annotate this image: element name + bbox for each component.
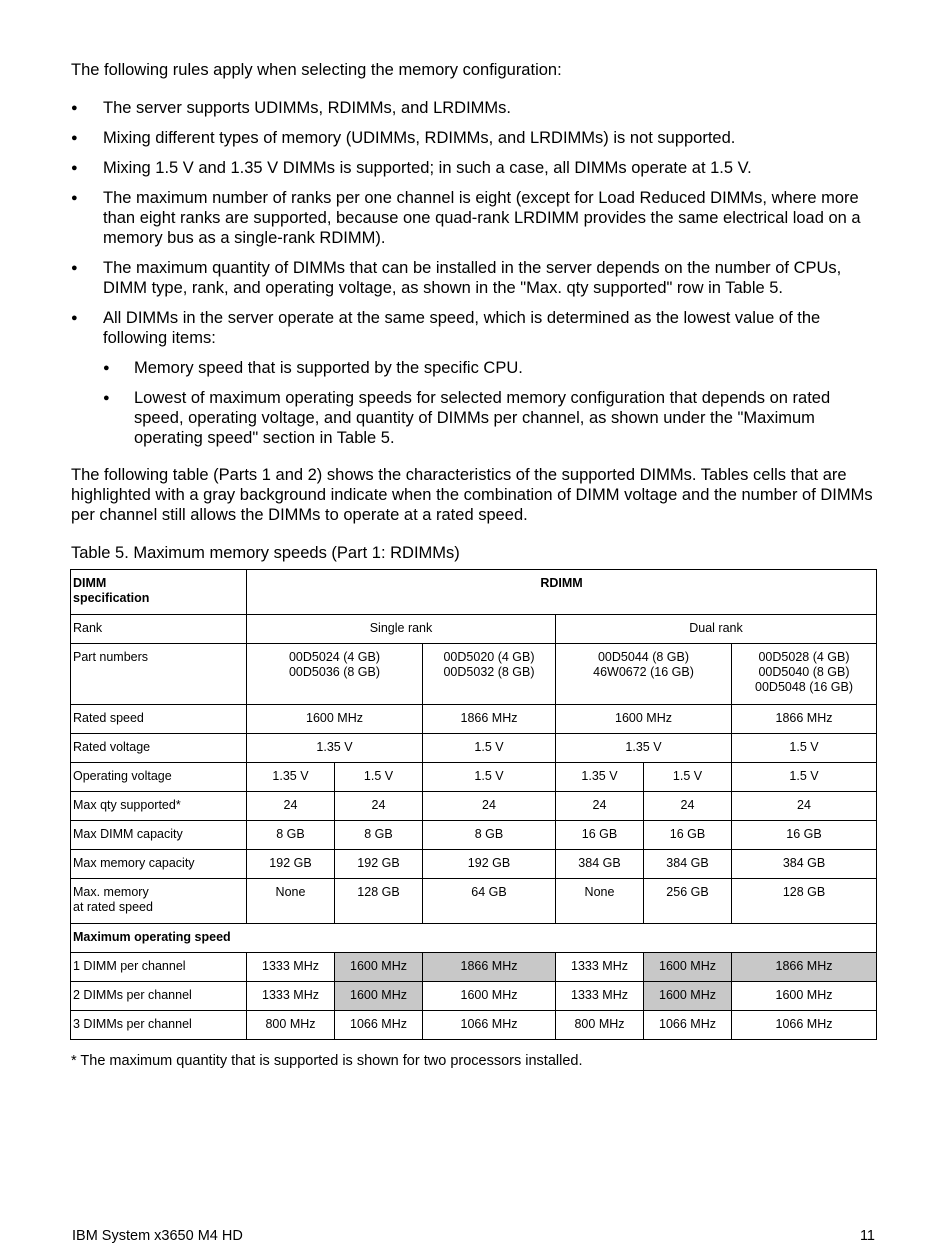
subrule-item: ● Memory speed that is supported by the specific CPU. [103,358,883,378]
rule-item [71,308,883,448]
table-cell: 1.5 V [423,763,556,792]
row-label: 1 DIMM per channel [71,953,247,982]
rule-item: ● The server supports UDIMMs, RDIMMs, and LRDIMMs. [71,98,883,118]
table-section-row [71,924,877,953]
row-label: Operating voltage [71,763,247,792]
table-row [71,615,877,644]
table-cell: 24 [423,792,556,821]
table-cell: 1333 MHz [556,953,644,982]
table-cell-highlighted: 1600 MHz [644,953,732,982]
rank-dual-cell: Dual rank [556,615,877,644]
table-cell: 192 GB [247,850,335,879]
table-cell: 384 GB [732,850,877,879]
table-cell-highlighted: 1600 MHz [335,982,423,1011]
table-cell: 1333 MHz [247,982,335,1011]
table-cell: 16 GB [644,821,732,850]
part-numbers-cell: 00D5024 (4 GB) 00D5036 (8 GB) [247,644,423,705]
subrule-item: ● Lowest of maximum operating speeds for selected memory configuration that depends on rated speed, operating voltage, and quantity of DIMMs per channel, as shown under the "Maximum operating speed" section in Table 5. [103,388,883,448]
table-cell: 128 GB [335,879,423,924]
table-row [71,953,877,982]
rule-item: ● Mixing 1.5 V and 1.35 V DIMMs is supported; in such a case, all DIMMs operate at 1.5 V. [71,158,883,178]
table-cell: 24 [247,792,335,821]
table-cell-highlighted: 1866 MHz [423,953,556,982]
table-footnote: * The maximum quantity that is supported is shown for two processors installed. [71,1053,583,1069]
table-cell: 1.5 V [335,763,423,792]
dimm-spec-header: DIMM specification [71,570,247,615]
table-cell-highlighted: 1600 MHz [644,982,732,1011]
table-cell: 1.35 V [556,763,644,792]
table-row [71,821,877,850]
row-label: Rated voltage [71,734,247,763]
table-cell: 24 [644,792,732,821]
table-cell: 24 [732,792,877,821]
table-row [71,734,877,763]
table-row [71,644,877,705]
table-cell: 8 GB [247,821,335,850]
table-header-row [71,570,877,615]
table-cell: 1.5 V [644,763,732,792]
table-row [71,792,877,821]
row-label: Rated speed [71,705,247,734]
table-cell: 8 GB [423,821,556,850]
intro-text: The following rules apply when selecting the memory configuration: [71,61,562,79]
part-numbers-cell: 00D5028 (4 GB) 00D5040 (8 GB) 00D5048 (16 GB) [732,644,877,705]
row-label: Rank [71,615,247,644]
table-row [71,1011,877,1040]
subrules-list [103,358,883,448]
footer-page-number: 11 [859,1228,875,1244]
table-cell: 24 [556,792,644,821]
table-cell: 1066 MHz [644,1011,732,1040]
table-cell: 1066 MHz [335,1011,423,1040]
table-cell: 16 GB [556,821,644,850]
table-cell: 1600 MHz [732,982,877,1011]
rule-item: ● Mixing different types of memory (UDIMMs, RDIMMs, and LRDIMMs) is not supported. [71,128,883,148]
table-cell: 800 MHz [247,1011,335,1040]
table-cell: 1066 MHz [732,1011,877,1040]
table-cell: 256 GB [644,879,732,924]
table-cell: 1066 MHz [423,1011,556,1040]
rules-list [71,98,883,458]
table-description: The following table (Parts 1 and 2) shows the characteristics of the supported DIMMs. Tables cells that are highlighted with a gray background indicate when the combination of DIMM voltage and the number of DIMMs per channel still allows the DIMMs to operate at a rated speed. [71,466,873,524]
row-label: Max DIMM capacity [71,821,247,850]
memory-speed-table [70,569,877,1040]
rank-single-cell: Single rank [247,615,556,644]
part-numbers-cell: 00D5044 (8 GB) 46W0672 (16 GB) [556,644,732,705]
table-cell: 8 GB [335,821,423,850]
table-cell: None [247,879,335,924]
table-cell: 1.5 V [732,734,877,763]
rdimm-header: RDIMM [247,570,877,615]
rule-item-text: All DIMMs in the server operate at the same speed, which is determined as the lowest value of the following items: [103,309,821,347]
table-cell: 1333 MHz [556,982,644,1011]
table-cell: 1600 MHz [423,982,556,1011]
table-row [71,763,877,792]
table-row [71,850,877,879]
section-label: Maximum operating speed [71,924,877,953]
table-cell: 1866 MHz [732,705,877,734]
table-cell: 128 GB [732,879,877,924]
part-numbers-cell: 00D5020 (4 GB) 00D5032 (8 GB) [423,644,556,705]
table-cell: 1600 MHz [556,705,732,734]
row-label: Max memory capacity [71,850,247,879]
row-label: Part numbers [71,644,247,705]
table-cell-highlighted: 1866 MHz [732,953,877,982]
table-cell: 1866 MHz [423,705,556,734]
table-row [71,879,877,924]
rule-item: ● The maximum quantity of DIMMs that can be installed in the server depends on the number of CPUs, DIMM type, rank, and operating voltage, as shown in the "Max. qty supported" row in Table 5. [71,258,883,298]
row-label: Max qty supported* [71,792,247,821]
table-cell: 1600 MHz [247,705,423,734]
table-cell: 1.5 V [732,763,877,792]
row-label: Max. memory at rated speed [71,879,247,924]
row-label: 2 DIMMs per channel [71,982,247,1011]
table-cell: 16 GB [732,821,877,850]
table-cell: 192 GB [423,850,556,879]
table-cell: 1.35 V [556,734,732,763]
table-cell: 1333 MHz [247,953,335,982]
table-cell-highlighted: 1600 MHz [335,953,423,982]
table-cell: 64 GB [423,879,556,924]
table-cell: 1.35 V [247,734,423,763]
table-cell: 1.5 V [423,734,556,763]
table-caption: Table 5. Maximum memory speeds (Part 1: RDIMMs) [71,544,460,562]
row-label: 3 DIMMs per channel [71,1011,247,1040]
table-row [71,982,877,1011]
footer-product-name: IBM System x3650 M4 HD [72,1228,243,1244]
rule-item: ● The maximum number of ranks per one channel is eight (except for Load Reduced DIMMs, where more than eight ranks are supported, because one quad-rank LRDIMM provides the same electrical load on a memory bus as a single-rank RDIMM). [71,188,883,248]
table-cell: None [556,879,644,924]
table-cell: 192 GB [335,850,423,879]
table-cell: 384 GB [556,850,644,879]
table-cell: 1.35 V [247,763,335,792]
table-cell: 384 GB [644,850,732,879]
table-cell: 24 [335,792,423,821]
table-cell: 800 MHz [556,1011,644,1040]
table-row [71,705,877,734]
